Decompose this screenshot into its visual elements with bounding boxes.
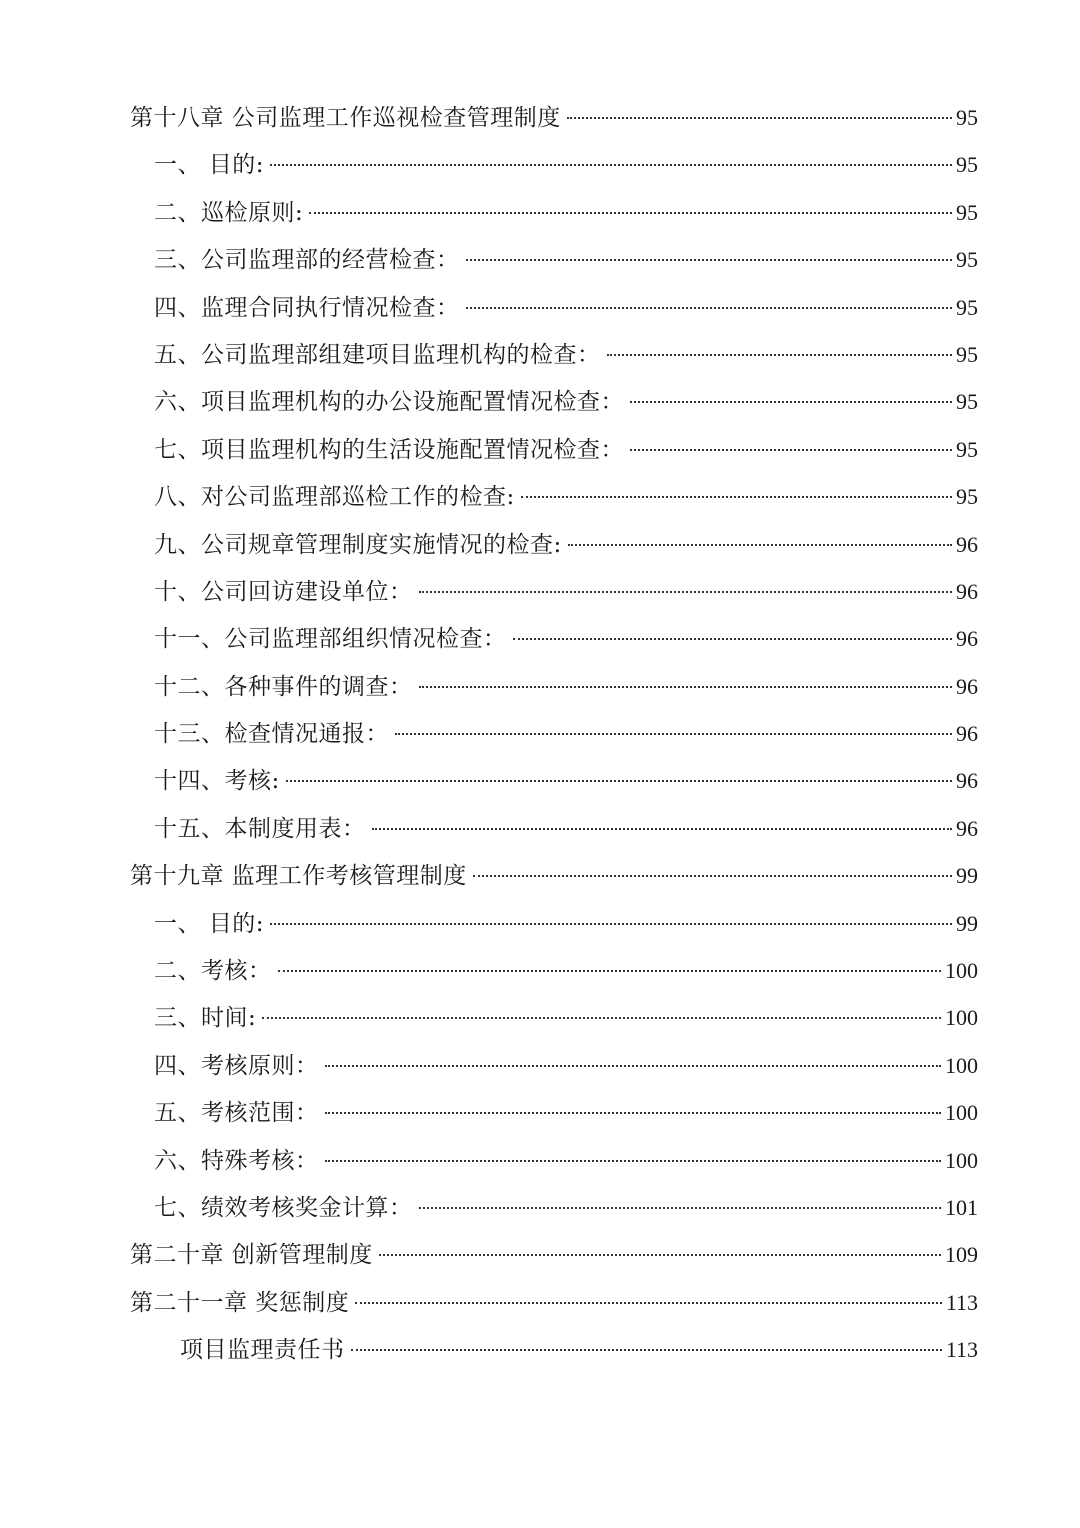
toc-page-number: 95 [956,247,978,273]
toc-dot-leader [309,212,952,214]
toc-entry-title: 十一、公司监理部组织情况检查： [154,626,507,653]
toc-dot-leader [270,164,952,166]
toc-section-entry[interactable] [130,1137,978,1184]
toc-entry-title: 三、时间: [154,1005,257,1032]
toc-section-entry[interactable] [130,994,978,1041]
toc-page-number: 95 [956,484,978,510]
toc-dot-leader [521,496,952,498]
toc-page-number: 96 [956,721,978,747]
toc-page-number: 96 [956,578,978,604]
toc-entry-title: 第二十一章 奖惩制度 [130,1289,350,1316]
toc-page-number: 100 [945,1147,978,1173]
toc-page-number: 99 [956,863,978,889]
toc-section-entry[interactable] [130,236,978,283]
toc-section-entry[interactable] [130,378,978,425]
toc-dot-leader [473,875,952,877]
toc-section-entry[interactable] [130,189,978,236]
toc-dot-leader [395,733,952,735]
toc-page-number: 95 [956,152,978,178]
toc-page-number: 95 [956,294,978,320]
toc-entry-title: 一、 目的: [154,910,265,937]
toc-section-entry[interactable] [130,1089,978,1136]
toc-page-number: 95 [956,341,978,367]
toc-section-entry[interactable] [130,757,978,804]
toc-section-entry[interactable] [130,710,978,757]
toc-page-number: 101 [945,1194,978,1220]
toc-dot-leader [286,780,952,782]
toc-section-entry[interactable] [130,900,978,947]
toc-entry-title: 二、考核： [154,958,272,985]
toc-dot-leader [278,970,942,972]
toc-dot-leader [607,354,953,356]
toc-entry-title: 五、公司监理部组建项目监理机构的检查： [154,341,601,368]
toc-dot-leader [466,307,953,309]
toc-dot-leader [466,259,953,261]
toc-entry-title: 八、对公司监理部巡检工作的检查: [154,484,515,511]
toc-entry-title: 十、公司回访建设单位： [154,578,413,605]
toc-section-entry[interactable] [130,663,978,710]
toc-section-entry[interactable] [130,141,978,188]
toc-page-number: 96 [956,768,978,794]
toc-entry-title: 九、公司规章管理制度实施情况的检查: [154,531,562,558]
toc-dot-leader [419,686,953,688]
toc-dot-leader [325,1112,942,1114]
toc-chapter-entry[interactable] [130,1279,978,1326]
toc-dot-leader [419,591,953,593]
toc-section-entry[interactable] [130,426,978,473]
toc-entry-title: 二、巡检原则: [154,199,304,226]
toc-page-number: 95 [956,436,978,462]
toc-section-entry[interactable] [130,521,978,568]
toc-dot-leader [379,1254,941,1256]
toc-dot-leader [325,1160,942,1162]
toc-dot-leader [568,544,952,546]
toc-section-entry[interactable] [130,615,978,662]
toc-page-number: 95 [956,199,978,225]
toc-section-entry[interactable] [130,568,978,615]
toc-dot-leader [355,1302,942,1304]
toc-entry-title: 第二十章 创新管理制度 [130,1242,373,1269]
toc-entry-title: 四、考核原则： [154,1052,319,1079]
toc-dot-leader [419,1207,942,1209]
toc-entry-title: 第十九章 监理工作考核管理制度 [130,863,467,890]
toc-page-number: 96 [956,626,978,652]
toc-entry-title: 十三、检查情况通报： [154,721,389,748]
toc-page-number: 95 [956,105,978,130]
toc-page-number: 100 [945,1052,978,1078]
toc-entry-title: 项目监理责任书 [180,1337,345,1364]
toc-dot-leader [351,1349,942,1351]
toc-chapter-entry[interactable] [130,94,978,141]
toc-dot-leader [513,638,953,640]
toc-chapter-entry[interactable] [130,852,978,899]
toc-page-number: 96 [956,815,978,841]
toc-entry-title: 一、 目的: [154,152,265,179]
toc-dot-leader [567,117,952,119]
toc-page-number: 99 [956,910,978,936]
toc-dot-leader [325,1065,942,1067]
table-of-contents [130,94,978,1374]
toc-entry-title: 六、特殊考核： [154,1147,319,1174]
toc-section-entry[interactable] [130,473,978,520]
toc-page-number: 109 [945,1242,978,1268]
toc-page-number: 100 [945,1100,978,1126]
toc-dot-leader [262,1017,941,1019]
toc-page-number: 100 [945,958,978,984]
toc-entry-title: 三、公司监理部的经营检查： [154,247,460,274]
toc-entry-title: 七、绩效考核奖金计算： [154,1194,413,1221]
toc-dot-leader [630,401,952,403]
toc-page-number: 100 [945,1005,978,1031]
toc-entry-title: 十二、各种事件的调查： [154,673,413,700]
toc-dot-leader [630,449,952,451]
toc-section-entry[interactable] [130,947,978,994]
toc-dot-leader [270,923,952,925]
toc-section-entry[interactable] [130,284,978,331]
toc-entry-title: 十四、考核: [154,768,280,795]
toc-entry-title: 第十八章 公司监理工作巡视检查管理制度 [130,105,561,131]
toc-page-number: 96 [956,673,978,699]
toc-entry-title: 四、监理合同执行情况检查： [154,294,460,321]
toc-section-entry[interactable] [130,1326,978,1373]
toc-chapter-entry[interactable] [130,1231,978,1278]
toc-section-entry[interactable] [130,331,978,378]
toc-page-number: 113 [945,1289,978,1315]
toc-page-number: 113 [945,1337,978,1363]
toc-entry-title: 五、考核范围： [154,1100,319,1127]
toc-entry-title: 十五、本制度用表： [154,815,366,842]
toc-section-entry[interactable] [130,805,978,852]
toc-section-entry[interactable] [130,1184,978,1231]
toc-entry-title: 六、项目监理机构的办公设施配置情况检查： [154,389,624,416]
toc-section-entry[interactable] [130,1042,978,1089]
toc-page-number: 95 [956,389,978,415]
toc-page-number: 96 [956,531,978,557]
toc-dot-leader [372,828,953,830]
toc-entry-title: 七、项目监理机构的生活设施配置情况检查： [154,436,624,463]
